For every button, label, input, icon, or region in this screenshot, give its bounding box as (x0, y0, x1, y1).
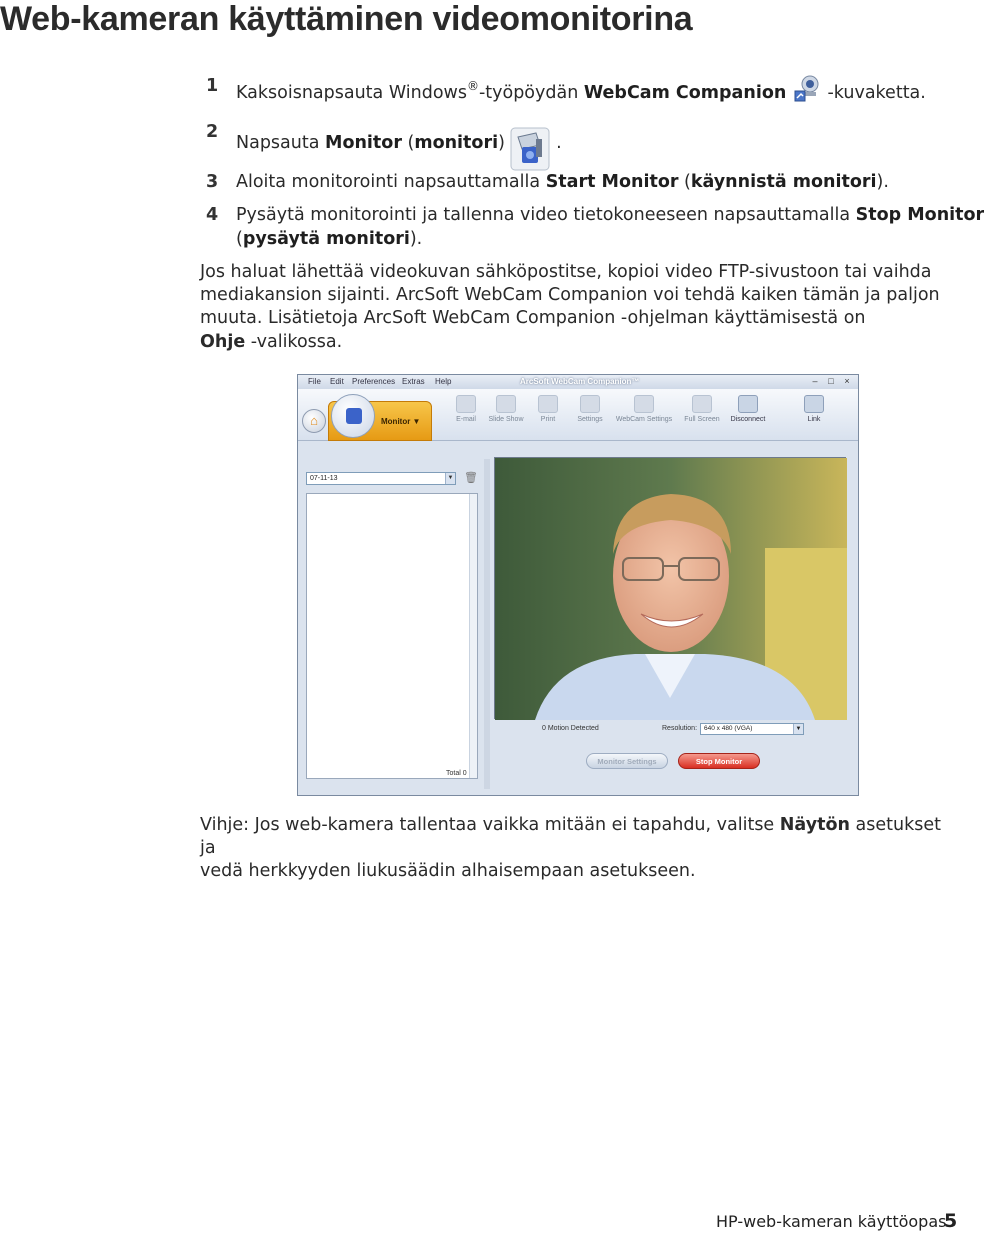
webcam-companion-icon (792, 74, 822, 104)
slideshow-icon (496, 395, 516, 413)
menu-preferences[interactable]: Preferences (352, 377, 396, 386)
disconnect-icon (738, 395, 758, 413)
step-number: 4 (206, 205, 219, 225)
panel-splitter[interactable] (484, 459, 490, 789)
window-title: ArcSoft WebCam Companion™ (520, 377, 640, 386)
toolbar (298, 389, 858, 441)
monitor-tab-label: Monitor ▼ (381, 417, 421, 426)
video-preview (494, 457, 846, 719)
link-button[interactable]: Link (786, 393, 842, 439)
settings-icon (580, 395, 600, 413)
menu-help[interactable]: Help (435, 377, 452, 386)
minimize-icon[interactable]: – (812, 376, 818, 386)
monitor-camera-icon (331, 394, 375, 438)
fullscreen-button[interactable]: Full Screen (674, 393, 730, 439)
app-screenshot (297, 374, 859, 796)
body-paragraph: Jos haluat lähettää videokuvan sähköpostitse, kopioi video FTP-sivustoon tai vaihda mediakansion sijainti. ArcSoft WebCam Companion voi tehdä kaiken tämän ja paljon muuta. Lisätietoja ArcSoft WebCam Companion -ohjelman käyttämisestä on Ohje -valikossa. (200, 262, 940, 352)
fullscreen-icon (692, 395, 712, 413)
left-panel (302, 459, 482, 789)
title-bar (298, 375, 858, 389)
recordings-list[interactable] (306, 493, 478, 779)
home-icon[interactable]: ⌂ (302, 409, 326, 433)
webcam-settings-button[interactable]: WebCam Settings (612, 393, 676, 439)
menu-edit[interactable]: Edit (330, 377, 344, 386)
chevron-down-icon: ▼ (445, 473, 455, 484)
step-number: 3 (206, 172, 219, 192)
list-scrollbar[interactable] (469, 494, 477, 778)
settings-button[interactable]: Settings (562, 393, 618, 439)
print-button[interactable]: Print (520, 393, 576, 439)
maximize-icon[interactable]: □ (828, 376, 834, 386)
menu-file[interactable]: File (308, 377, 321, 386)
motion-status: 0 Motion Detected (542, 725, 599, 732)
page-title: Web-kameran käyttäminen videomonitorina (0, 0, 693, 38)
monitor-tab[interactable] (328, 401, 432, 441)
slideshow-button[interactable]: Slide Show (478, 393, 534, 439)
hint-paragraph: Vihje: Jos web-kamera tallentaa vaikka mitään ei tapahdu, valitse Näytön asetukset ja vedä herkkyyden liukusäädin alhaisempaan asetukseen. (200, 815, 941, 882)
print-icon (538, 395, 558, 413)
total-count: Total 0 (446, 770, 467, 777)
step-number: 1 (206, 76, 219, 96)
webcam-settings-icon (634, 395, 654, 413)
webcam-image (495, 458, 847, 720)
close-icon[interactable]: × (844, 376, 850, 386)
date-select[interactable]: 07-11-13 ▼ (306, 472, 456, 485)
disconnect-button[interactable]: Disconnect (720, 393, 776, 439)
email-icon (456, 395, 476, 413)
email-button[interactable]: E-mail (438, 393, 494, 439)
trash-icon[interactable]: 🗑 (464, 472, 478, 484)
monitor-camera-icon (510, 127, 550, 171)
footer-title: HP-web-kameran käyttöopas (716, 1212, 947, 1231)
chevron-down-icon: ▼ (793, 724, 803, 734)
resolution-select[interactable]: 640 x 480 (VGA) ▼ (700, 723, 804, 735)
step-number: 2 (206, 122, 219, 142)
link-icon (804, 395, 824, 413)
page-number: 5 (944, 1210, 958, 1232)
stop-monitor-button[interactable]: Stop Monitor (678, 753, 760, 769)
menu-extras[interactable]: Extras (402, 377, 425, 386)
resolution-label: Resolution: (662, 725, 698, 732)
monitor-settings-button[interactable]: Monitor Settings (586, 753, 668, 769)
